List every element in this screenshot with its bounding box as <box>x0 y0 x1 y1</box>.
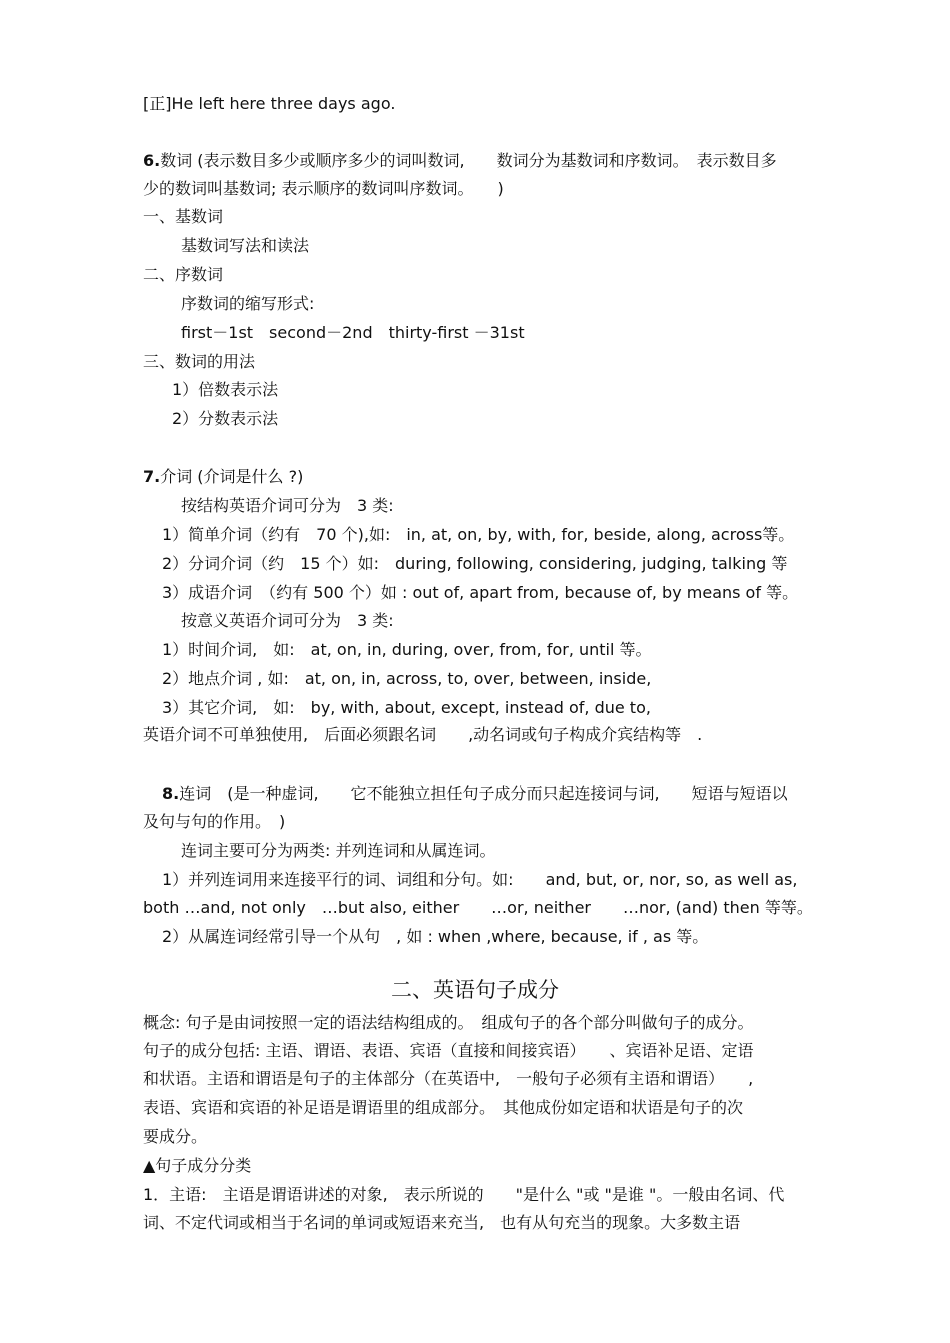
text-line: 和状语。主语和谓语是句子的主体部分（在英语中, 一般句子必须有主语和谓语） , <box>143 1069 754 1088</box>
text-line: 2）分词介词（约 15 个）如: during, following, considering, judging, talking 等 <box>162 554 788 573</box>
text-line: 按意义英语介词可分为 3 类: <box>181 611 394 630</box>
text-line: 6.数词 (表示数目多少或顺序多少的词叫数词, 数词分为基数词和序数词。 表示数目多 <box>143 151 777 170</box>
text-line: both …and, not only …but also, either …or, neither …nor, (and) then 等等。 <box>143 898 813 917</box>
text-line: 基数词写法和读法 <box>181 236 310 255</box>
text-line: 3）成语介词 （约有 500 个）如 : out of, apart from, because of, by means of 等。 <box>162 583 799 602</box>
text-line: 三、数词的用法 <box>143 352 256 371</box>
text-line: 按结构英语介词可分为 3 类: <box>181 496 394 515</box>
text-line: 句子的成分包括: 主语、谓语、表语、宾语（直接和间接宾语） 、宾语补足语、定语 <box>143 1041 754 1060</box>
text-line: 要成分。 <box>143 1127 208 1146</box>
text-line: 2）分数表示法 <box>172 409 279 428</box>
text-line: 少的数词叫基数词; 表示顺序的数词叫序数词。 ) <box>143 179 504 198</box>
text-line: 2）地点介词 , 如: at, on, in, across, to, over, between, inside, <box>162 669 652 688</box>
text-line: 1）倍数表示法 <box>172 380 279 399</box>
section-heading: 二、英语句子成分 <box>391 978 559 1002</box>
text-line: 词、不定代词或相当于名词的单词或短语来充当, 也有从句充当的现象。大多数主语 <box>143 1213 741 1232</box>
text-line: 1．主语: 主语是谓语讲述的对象, 表示所说的 "是什么 "或 "是谁 "。一般由名词、代 <box>143 1185 785 1204</box>
text-line: 英语介词不可单独使用, 后面必须跟名词 ,动名词或句子构成介宾结构等 . <box>143 725 703 744</box>
text-line: 连词主要可分为两类: 并列连词和从属连词。 <box>181 841 496 860</box>
text-line: 一、基数词 <box>143 207 224 226</box>
text-line: 概念: 句子是由词按照一定的语法结构组成的。 组成句子的各个部分叫做句子的成分。 <box>143 1013 754 1032</box>
text-line: 7.介词 (介词是什么 ?) <box>143 467 304 486</box>
text-line: 1）并列连词用来连接平行的词、词组和分句。如: and, but, or, nor, so, as well as, <box>162 870 798 889</box>
text-line: 1）时间介词, 如: at, on, in, during, over, from, for, until 等。 <box>162 640 652 659</box>
text-line: ▲句子成分分类 <box>143 1156 252 1175</box>
text-line: 及句与句的作用。 ) <box>143 812 286 831</box>
text-line: first－1st second－2nd thirty-first －31st <box>181 323 525 342</box>
text-line: 二、序数词 <box>143 265 224 284</box>
text-line: 3）其它介词, 如: by, with, about, except, instead of, due to, <box>162 698 651 717</box>
text-line: 表语、宾语和宾语的补足语是谓语里的组成部分。 其他成份如定语和状语是句子的次 <box>143 1098 744 1117</box>
text-line: 2）从属连词经常引导一个从句 , 如 : when ,where, because, if , as 等。 <box>162 927 709 946</box>
text-line: 8.连词 (是一种虚词, 它不能独立担任句子成分而只起连接词与词, 短语与短语以 <box>162 784 788 803</box>
text-line: 序数词的缩写形式: <box>181 294 315 313</box>
text-line: 1）简单介词（约有 70 个),如: in, at, on, by, with, for, beside, along, across等。 <box>162 525 795 544</box>
text-line: [正]He left here three days ago. <box>143 94 396 113</box>
